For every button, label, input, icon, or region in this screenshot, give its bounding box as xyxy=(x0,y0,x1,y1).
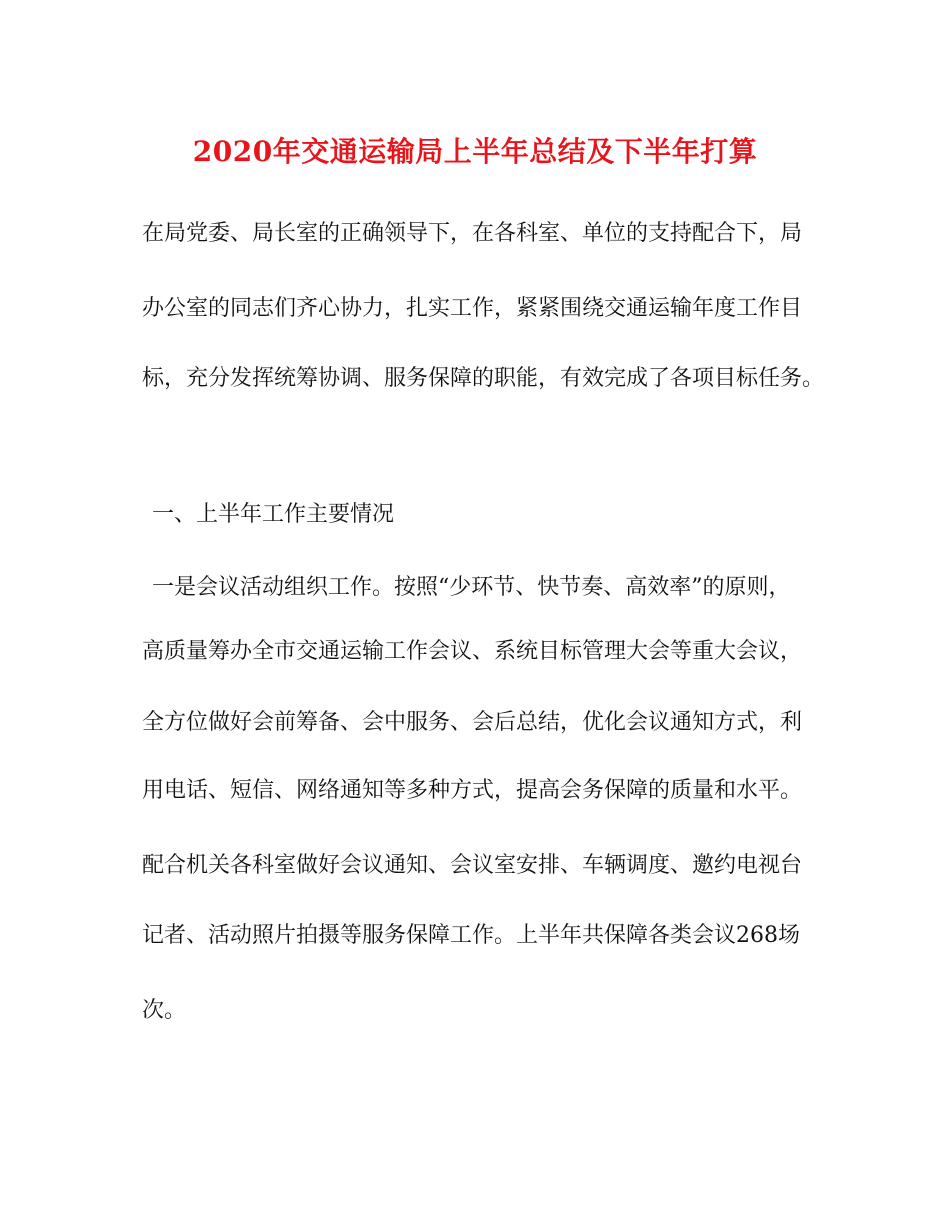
body-line-4: 用电话、短信、网络通知等多种方式，提高会务保障的质量和水平。 xyxy=(142,778,803,803)
intro-line-3: 标，充分发挥统筹协调、服务保障的职能，有效完成了各项目标任务。 xyxy=(142,366,825,391)
intro-line-2: 办公室的同志们齐心协力，扎实工作，紧紧围绕交通运输年度工作目 xyxy=(142,296,803,321)
body-line-3: 全方位做好会前筹备、会中服务、会后总结，优化会议通知方式，利 xyxy=(142,710,803,735)
document-title: 2020年交通运输局上半年总结及下半年打算 xyxy=(192,135,758,168)
intro-line-1: 在局党委、局长室的正确领导下，在各科室、单位的支持配合下，局 xyxy=(142,221,803,246)
body-line-7: 次。 xyxy=(142,998,187,1023)
section-heading: 一、上半年工作主要情况 xyxy=(152,502,395,527)
body-line-1: 一是会议活动组织工作。按照“少环节、快节奏、高效率”的原则， xyxy=(152,575,791,600)
body-line-6: 记者、活动照片拍摄等服务保障工作。上半年共保障各类会议268场 xyxy=(142,923,800,948)
body-line-5: 配合机关各科室做好会议通知、会议室安排、车辆调度、邀约电视台 xyxy=(142,853,803,878)
body-line-2: 高质量筹办全市交通运输工作会议、系统目标管理大会等重大会议， xyxy=(142,639,803,664)
